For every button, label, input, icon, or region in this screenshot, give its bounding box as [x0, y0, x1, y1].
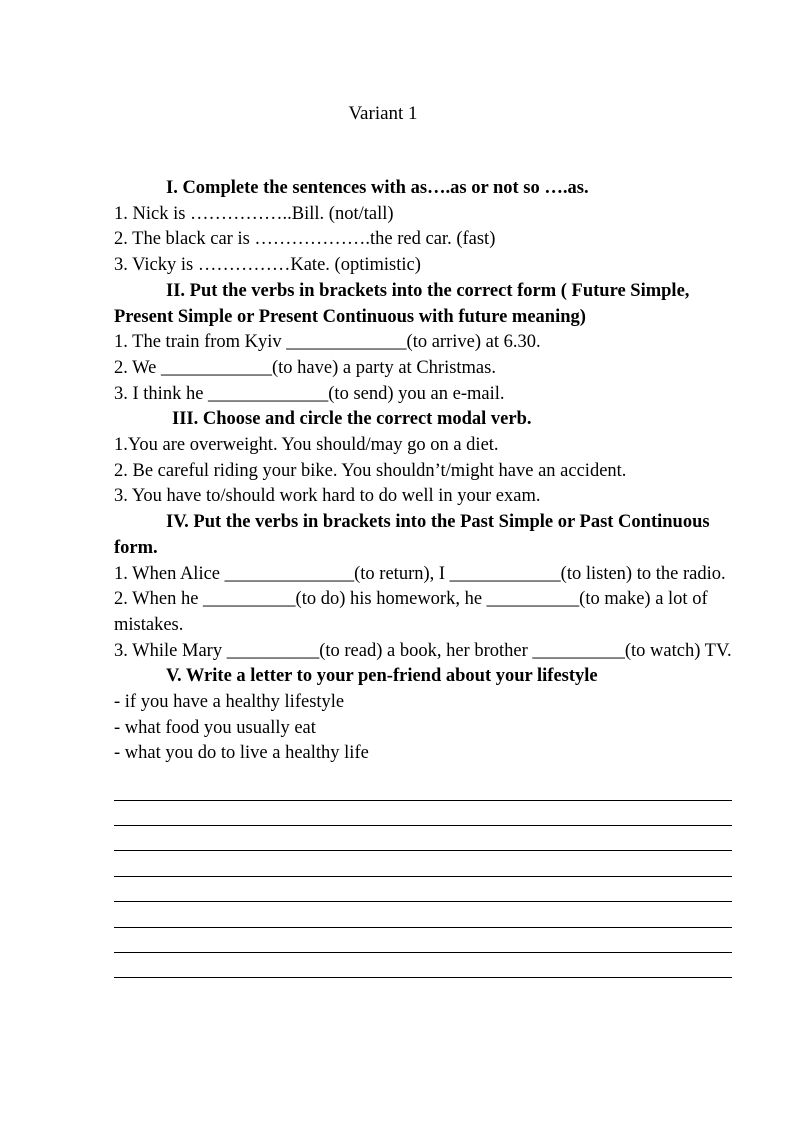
writing-line [114, 953, 732, 978]
section-3-item: 3. You have to/should work hard to do well in your exam. [114, 486, 541, 507]
section-2-item: 2. We ____________(to have) a party at Christmas. [114, 357, 496, 378]
section-1-item: 2. The black car is ……………….the red car. (fast) [114, 229, 496, 250]
page-title: Variant 1 [348, 103, 418, 124]
section-4-item: 1. When Alice ______________(to return), I ____________(to listen) to the radio. [114, 563, 726, 584]
section-3-item: 2. Be careful riding your bike. You shouldn’t/might have an accident. [114, 460, 627, 481]
section-1-heading: I. Complete the sentences with as….as or not so ….as. [166, 178, 589, 198]
section-3-item: 1.You are overweight. You should/may go on a diet. [114, 435, 499, 456]
section-2-item: 1. The train from Kyiv _____________(to arrive) at 6.30. [114, 332, 541, 353]
section-4-item: 2. When he __________(to do) his homework, he __________(to make) a lot of mistakes. [114, 589, 708, 635]
section-5-heading: V. Write a letter to your pen-friend about your lifestyle [166, 666, 598, 687]
section-3-heading: III. Choose and circle the correct modal verb. [172, 409, 532, 430]
writing-line [114, 801, 732, 826]
writing-line [114, 826, 732, 851]
writing-line [114, 877, 732, 902]
writing-line [114, 902, 732, 927]
section-2-heading: II. Put the verbs in brackets into the correct form ( Future Simple, Present Simple or Present Continuous with future meaning) [114, 280, 690, 327]
section-5-item: - what you do to live a healthy life [114, 743, 369, 764]
section-5-item: - if you have a healthy lifestyle [114, 692, 345, 713]
section-4-item: 3. While Mary __________(to read) a book, her brother __________(to watch) TV. [114, 640, 732, 661]
writing-area[interactable] [114, 775, 736, 978]
writing-line [114, 851, 732, 876]
section-1-item: 1. Nick is ……………..Bill. (not/tall) [114, 203, 394, 224]
writing-line [114, 928, 732, 953]
worksheet-content [114, 176, 736, 978]
section-1-item: 3. Vicky is ……………Kate. (optimistic) [114, 255, 421, 276]
section-4-heading: IV. Put the verbs in brackets into the Past Simple or Past Continuous form. [114, 512, 710, 558]
section-5-item: - what food you usually eat [114, 717, 316, 738]
section-2-item: 3. I think he _____________(to send) you an e-mail. [114, 383, 505, 404]
writing-line [114, 775, 732, 800]
